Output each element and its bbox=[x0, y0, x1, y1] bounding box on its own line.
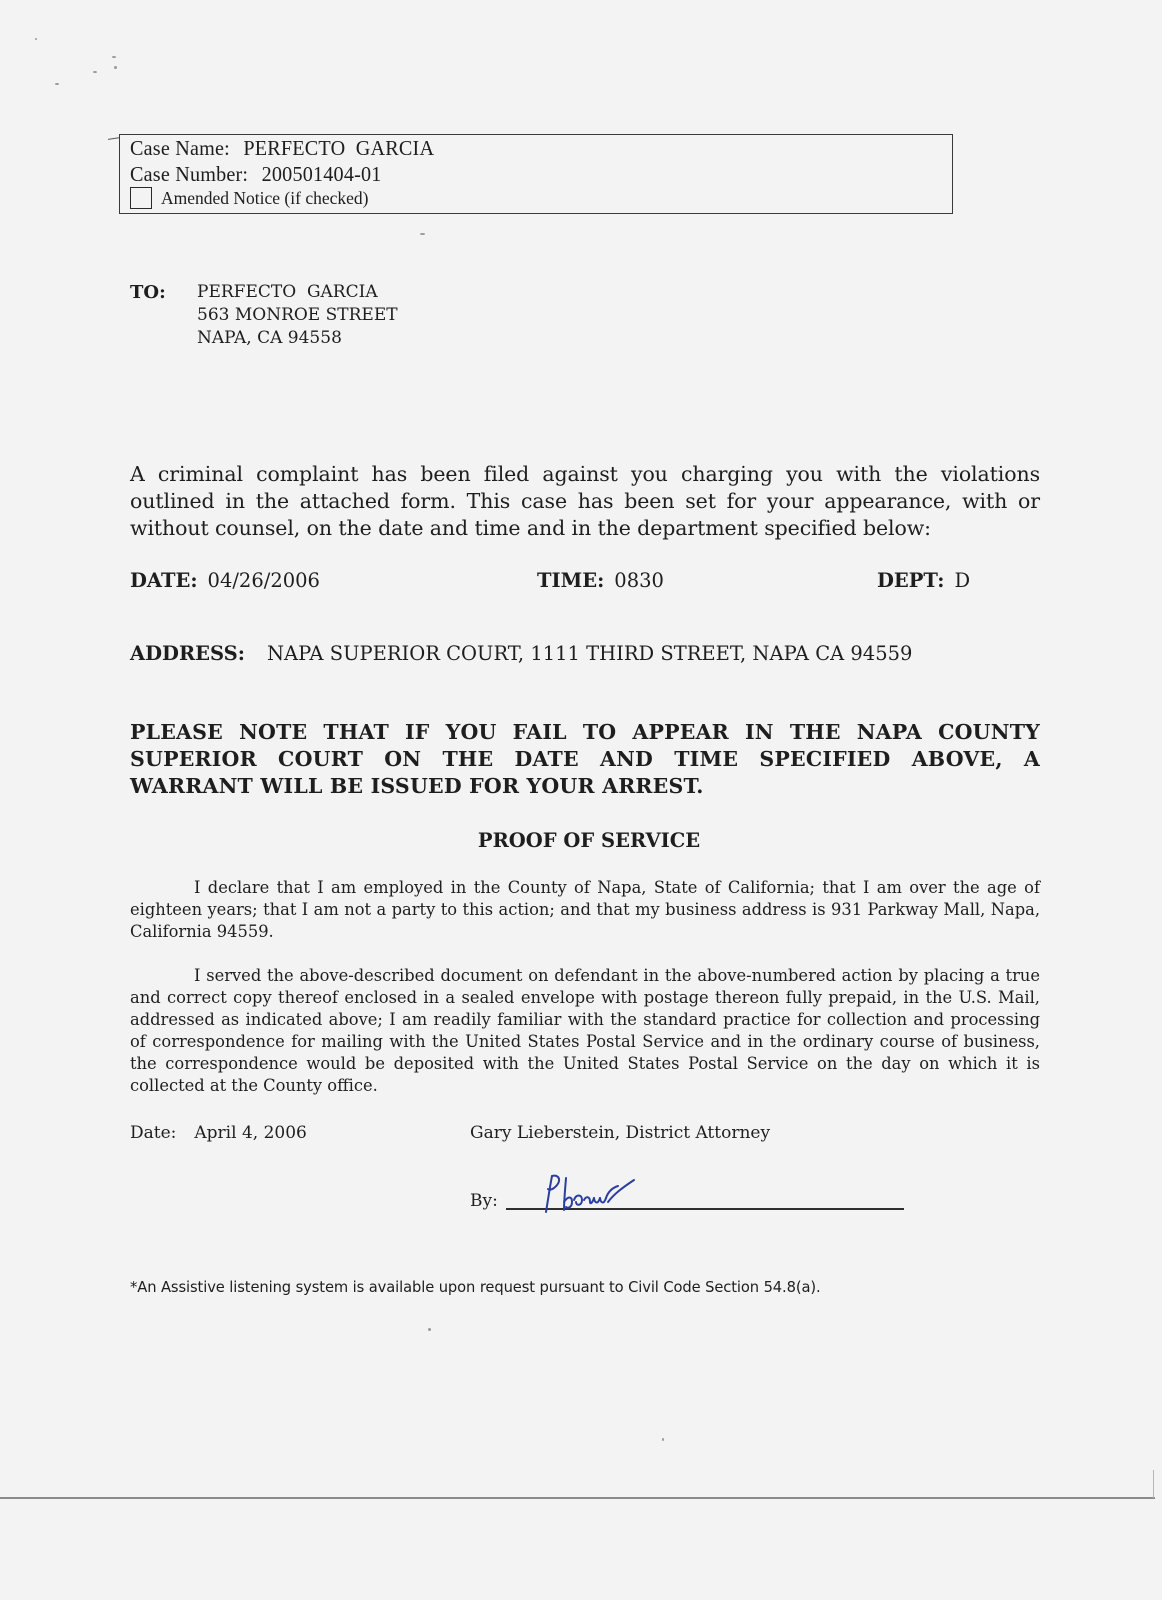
address-value: NAPA SUPERIOR COURT, 1111 THIRD STREET, NAPA CA 94559 bbox=[266, 642, 913, 665]
case-number-value: 200501404-01 bbox=[261, 162, 382, 186]
scan-speckle bbox=[662, 1438, 664, 1441]
date-label: DATE: bbox=[130, 569, 198, 592]
case-name-label: Case Name: bbox=[130, 136, 230, 160]
proof-of-service-title: PROOF OF SERVICE bbox=[477, 829, 701, 852]
by-label: By: bbox=[470, 1191, 498, 1211]
signed-date bbox=[130, 1123, 307, 1143]
signer-name: Gary Lieberstein, District Attorney bbox=[470, 1123, 771, 1143]
amended-notice-label: Amended Notice (if checked) bbox=[161, 187, 369, 208]
declaration-paragraph: I declare that I am employed in the County of Napa, State of California; that I am over the age of eighteen years; that I am not a party to this action; and that my business address is 931 Parkway Mall, Napa, California 94559. bbox=[130, 878, 1040, 941]
page-right-edge bbox=[1153, 1470, 1154, 1498]
case-name-line bbox=[130, 136, 434, 161]
appearance-dept bbox=[877, 569, 970, 592]
scan-speckle bbox=[428, 1328, 431, 1331]
handwritten-signature bbox=[538, 1172, 648, 1214]
arrest-warning: PLEASE NOTE THAT IF YOU FAIL TO APPEAR IN THE NAPA COUNTY SUPERIOR COURT ON THE DATE AND TIME SPECIFIED ABOVE, A WARRANT WILL BE ISSUED FOR YOUR ARREST. bbox=[130, 720, 1040, 798]
proof-of-service-heading bbox=[0, 829, 1162, 852]
appearance-date bbox=[130, 569, 320, 592]
scan-speckle bbox=[420, 233, 425, 235]
signed-date-label: Date: bbox=[130, 1123, 177, 1143]
dept-label: DEPT: bbox=[877, 569, 945, 592]
recipient-street: 563 MONROE STREET bbox=[197, 305, 398, 325]
service-paragraph: I served the above-described document on defendant in the above-numbered action by placing a true and correct copy thereof enclosed in a sealed envelope with postage thereon fully prepaid, in the U.S. Mail, addressed as indicated above; I am readily familiar with the standard practice for collection and processing of correspondence for mailing with the United States Postal Service and in the ordinary course of business, the correspondence would be deposited with the United States Postal Service on the day on which it is collected at the County office. bbox=[130, 966, 1040, 1095]
scan-speckle bbox=[93, 71, 97, 73]
scan-speckle bbox=[55, 83, 59, 85]
signed-date-value: April 4, 2006 bbox=[194, 1123, 307, 1143]
recipient-address bbox=[197, 281, 398, 350]
amended-notice-row bbox=[130, 187, 368, 209]
case-number-label: Case Number: bbox=[130, 162, 249, 186]
case-number-line bbox=[130, 162, 382, 187]
case-name-value: PERFECTO GARCIA bbox=[243, 136, 435, 160]
dept-value: D bbox=[954, 569, 971, 592]
recipient-city: NAPA, CA 94558 bbox=[197, 328, 342, 348]
time-label: TIME: bbox=[537, 569, 605, 592]
page-bottom-edge bbox=[0, 1497, 1155, 1499]
date-value: 04/26/2006 bbox=[207, 569, 320, 592]
scan-speckle bbox=[112, 56, 116, 58]
scan-speckle bbox=[35, 38, 37, 40]
amended-notice-checkbox[interactable] bbox=[130, 187, 152, 209]
time-value: 0830 bbox=[614, 569, 664, 592]
case-info-box bbox=[119, 134, 953, 214]
complaint-notice-text: A criminal complaint has been filed against you charging you with the violations outlined in the attached form. This case has been set for your appearance, with or without counsel, on the date and time and in the department specified below: bbox=[130, 462, 1040, 540]
scan-speckle bbox=[114, 66, 117, 69]
recipient-name: PERFECTO GARCIA bbox=[197, 282, 378, 302]
address-label: ADDRESS: bbox=[130, 642, 245, 665]
appearance-time bbox=[537, 569, 664, 592]
assistive-listening-footnote: *An Assistive listening system is available upon request pursuant to Civil Code Section 54.8(a). bbox=[130, 1279, 821, 1296]
court-address bbox=[130, 642, 912, 665]
to-label: TO: bbox=[130, 282, 166, 303]
